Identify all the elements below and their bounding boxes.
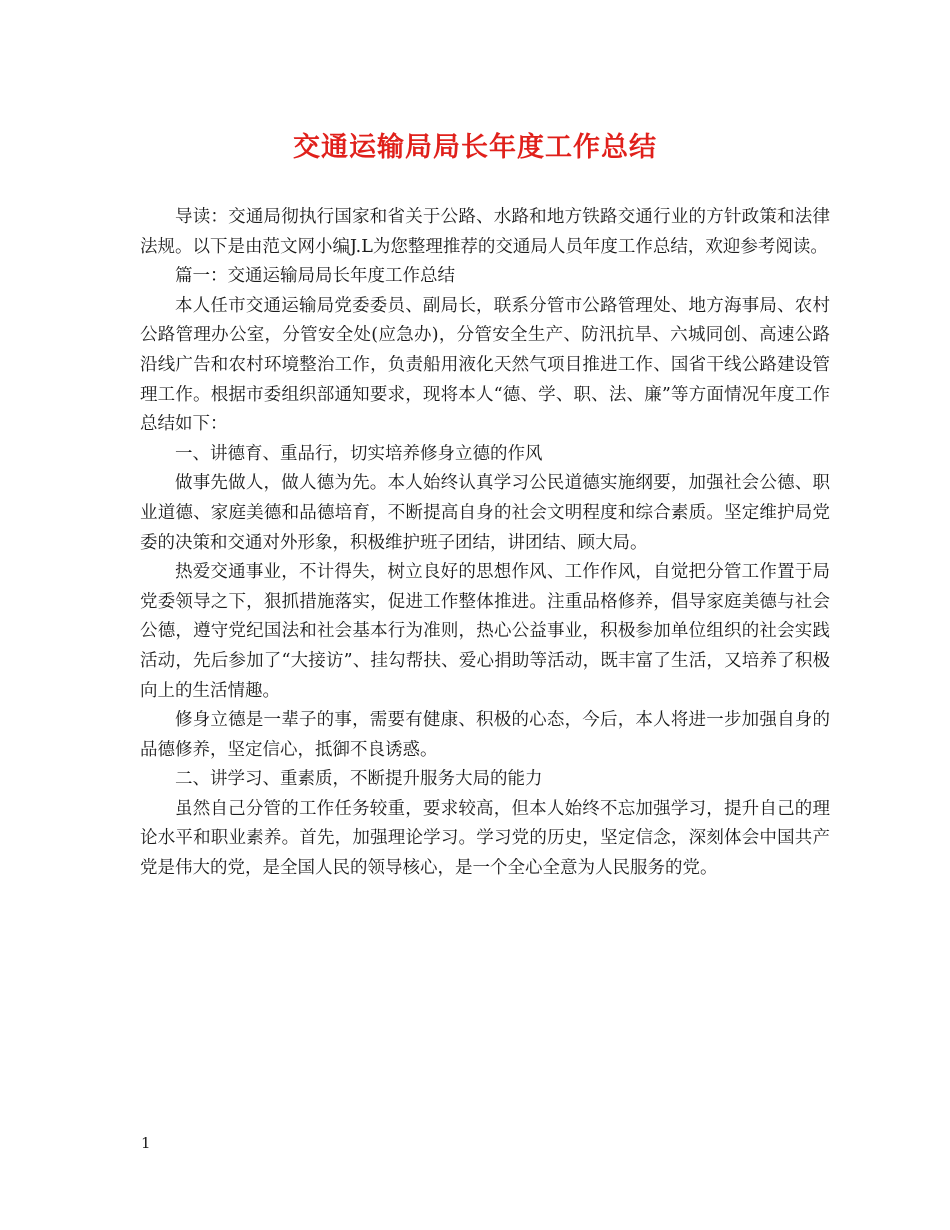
section-heading-learning: 二、讲学习、重素质，不断提升服务大局的能力 (175, 769, 543, 790)
paragraph-learning-1: 虽然自己分管的工作任务较重，要求较高，但本人始终不忘加强学习，提升自己的理论水平和职业素养。首先，加强理论学习。学习党的历史，坚定信念，深刻体会中国共产党是伟大的党，是全国人民的领导核心，是一个全心全意为人民服务的党。 (140, 798, 830, 879)
paragraph-responsibilities: 本人任市交通运输局党委委员、副局长，联系分管市公路管理处、地方海事局、农村公路管理办公室，分管安全处(应急办)，分管安全生产、防汛抗旱、六城同创、高速公路沿线广告和农村环境整治工作，负责船用液化天然气项目推进工作、国省干线公路建设管理工作。根据市委组织部通知要求，现将本人“德、学、职、法、廉”等方面情况年度工作总结如下： (140, 295, 830, 435)
page-number: 1 (141, 1134, 151, 1152)
paragraph-ethics-2: 热爱交通事业，不计得失，树立良好的思想作风、工作作风，自觉把分管工作置于局党委领导之下，狠抓措施落实，促进工作整体推进。注重品格修养，倡导家庭美德与社会公德，遵守党纪国法和社会基本行为准则，热心公益事业，积极参加单位组织的社会实践活动，先后参加了“大接访”、挂勾帮扶、爱心捐助等活动，既丰富了生活，又培养了积极向上的生活情趣。 (140, 562, 830, 701)
paragraph-chapter-heading: 篇一：交通运输局局长年度工作总结 (175, 266, 455, 287)
document-body (140, 203, 830, 884)
paragraph-ethics-3: 修身立德是一辈子的事，需要有健康、积极的心态，今后，本人将进一步加强自身的品德修养，坚定信心，抵御不良诱惑。 (140, 710, 830, 760)
document-title: 交通运输局局长年度工作总结 (293, 132, 657, 163)
paragraph-ethics-1: 做事先做人，做人德为先。本人始终认真学习公民道德实施纲要，加强社会公德、职业道德、家庭美德和品德培育，不断提高自身的社会文明程度和综合素质。坚定维护局党委的决策和交通对外形象，积极维护班子团结，讲团结、顾大局。 (140, 473, 830, 553)
paragraph-intro: 导读：交通局彻执行国家和省关于公路、水路和地方铁路交通行业的方针政策和法律法规。以下是由范文网小编J.L为您整理推荐的交通局人员年度工作总结，欢迎参考阅读。 (140, 207, 830, 257)
section-heading-ethics: 一、讲德育、重品行，切实培养修身立德的作风 (175, 443, 543, 464)
